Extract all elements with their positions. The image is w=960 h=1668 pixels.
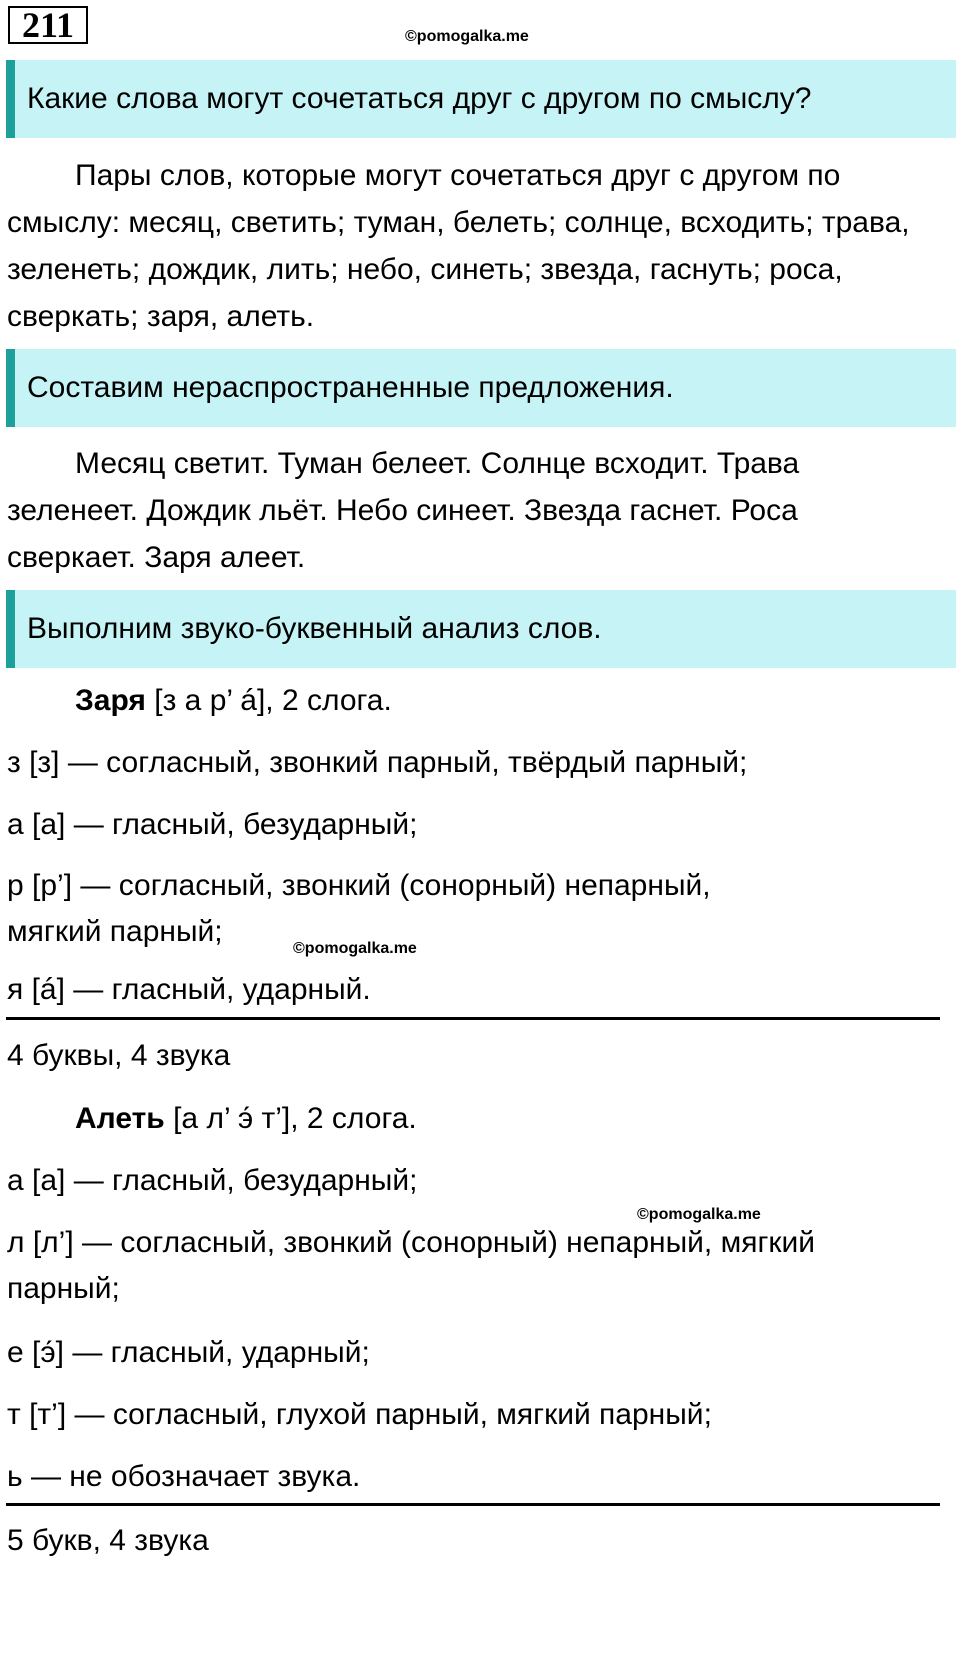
analysis-line: я [á] — гласный, ударный. xyxy=(7,973,371,1006)
exercise-number: 211 xyxy=(8,6,88,44)
word-transcription: [а л’ э́ т’], 2 слога. xyxy=(164,1102,417,1135)
letters-sounds-summary: 4 буквы, 4 звука xyxy=(7,1039,231,1072)
word-title: Алеть xyxy=(75,1102,165,1135)
watermark: ©pomogalka.me xyxy=(293,940,417,957)
paragraph-word-pairs: Пары слов, которые могут сочетаться друг с другом по смыслу: месяц, светить; туман, белеть; солнце, всходить; трава, зеленеть; дождик, лить; небо, синеть; звезда, гаснуть; роса, сверкать; заря, алеть. xyxy=(7,159,910,333)
word-title: Заря xyxy=(75,684,146,717)
analysis-line: р [р’] — согласный, звонкий (сонорный) непарный, xyxy=(7,869,711,902)
analysis-line: а [а] — гласный, безударный; xyxy=(7,808,418,841)
analysis-line: з [з] — согласный, звонкий парный, твёрдый парный; xyxy=(7,746,748,779)
section-heading-pairs: Какие слова могут сочетаться друг с другом по смыслу? xyxy=(6,60,956,138)
letters-sounds-summary: 5 букв, 4 звука xyxy=(7,1524,209,1557)
word-transcription: [з а р’ á], 2 слога. xyxy=(145,684,392,717)
watermark: ©pomogalka.me xyxy=(637,1206,761,1223)
watermark: ©pomogalka.me xyxy=(405,28,529,45)
section-heading-sentences: Составим нераспространенные предложения. xyxy=(6,349,956,427)
analysis-line: л [л’] — согласный, звонкий (сонорный) непарный, мягкий xyxy=(7,1226,816,1259)
section-heading-analysis: Выполним звуко-буквенный анализ слов. xyxy=(6,590,956,668)
word-heading-alet xyxy=(75,1102,417,1136)
analysis-line: парный; xyxy=(7,1272,120,1305)
divider xyxy=(6,1503,940,1506)
analysis-line: а [а] — гласный, безударный; xyxy=(7,1164,418,1197)
analysis-line: мягкий парный; xyxy=(7,915,223,948)
analysis-line: т [т’] — согласный, глухой парный, мягкий парный; xyxy=(7,1398,712,1431)
word-heading-zarya xyxy=(75,684,392,718)
divider xyxy=(6,1017,940,1020)
analysis-line: е [э́] — гласный, ударный; xyxy=(7,1336,370,1369)
analysis-line: ь — не обозначает звука. xyxy=(7,1460,361,1493)
paragraph-sentences: Месяц светит. Туман белеет. Солнце всходит. Трава зеленеет. Дождик льёт. Небо синеет. Звезда гаснет. Роса сверкает. Заря алеет. xyxy=(7,447,800,574)
